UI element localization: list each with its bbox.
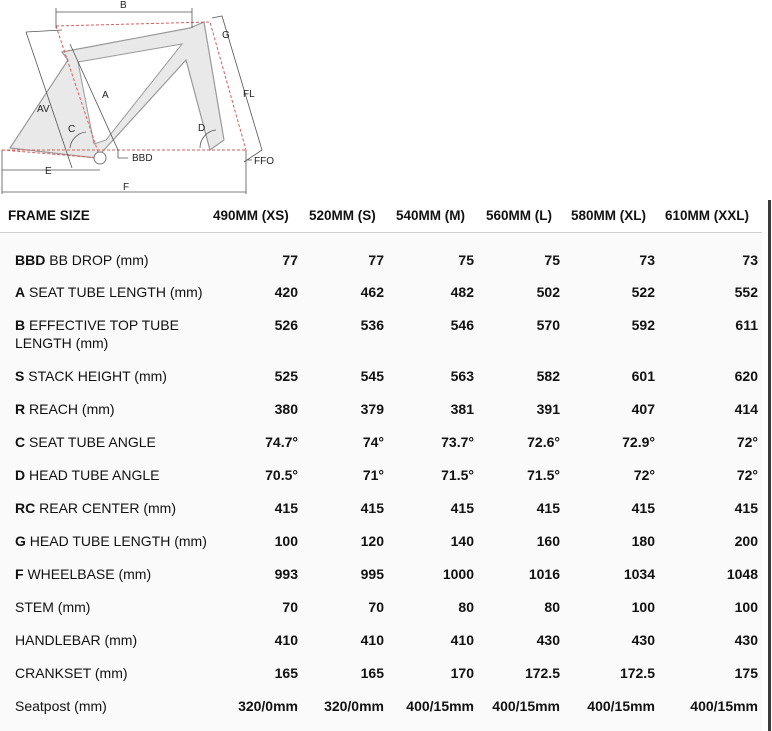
row-value: 400/15mm [587, 698, 655, 714]
row-value: 73 [639, 252, 655, 268]
table-row [0, 631, 762, 651]
row-value: 380 [274, 401, 298, 417]
row-value: 72° [633, 467, 655, 483]
row-code: D [15, 467, 26, 483]
row-value: 200 [734, 533, 758, 549]
row-value: 72° [736, 434, 758, 450]
row-value: 582 [536, 368, 560, 384]
row-value: 611 [735, 317, 758, 333]
row-value: 73.7° [441, 434, 474, 450]
row-value: 80 [458, 599, 474, 615]
row-value: 563 [450, 368, 474, 384]
row-label [15, 631, 210, 649]
row-value: 100 [734, 599, 758, 615]
row-value: 77 [368, 252, 384, 268]
row-value: 415 [734, 500, 758, 516]
table-row [0, 565, 762, 585]
row-label-text: HANDLEBAR (mm) [15, 632, 138, 648]
row-value: 172.5 [619, 665, 655, 681]
row-label [15, 316, 210, 352]
label-g: G [222, 30, 230, 41]
row-value: 415 [631, 500, 655, 516]
row-label [15, 251, 210, 269]
row-label-text: STEM (mm) [15, 599, 91, 615]
row-value: 160 [536, 533, 560, 549]
label-d: D [198, 123, 206, 134]
row-value: 482 [450, 284, 474, 300]
row-value: 70.5° [265, 467, 298, 483]
size-col-xxl: 610MM (XXL) [665, 208, 750, 223]
bike-geometry-diagram [0, 0, 290, 200]
row-value: 72° [736, 467, 758, 483]
row-value: 74° [362, 434, 384, 450]
label-f: F [123, 182, 130, 193]
table-row [0, 697, 762, 717]
table-row [0, 316, 762, 356]
table-row [0, 664, 762, 684]
row-value: 400/15mm [406, 698, 474, 714]
size-col-m: 540MM (M) [396, 208, 466, 223]
label-fl: FL [243, 89, 255, 100]
label-a: A [102, 90, 109, 101]
row-label [15, 598, 210, 616]
row-value: 172.5 [524, 665, 560, 681]
row-value: 410 [360, 632, 384, 648]
row-label [15, 283, 210, 301]
table-row [0, 598, 762, 618]
row-value: 462 [360, 284, 384, 300]
row-value: 100 [631, 599, 655, 615]
row-value: 430 [536, 632, 560, 648]
row-value: 592 [631, 317, 655, 333]
row-value: 73 [742, 252, 758, 268]
row-value: 522 [631, 284, 655, 300]
row-label-text: STACK HEIGHT (mm) [28, 368, 167, 384]
row-value: 415 [450, 500, 474, 516]
row-code: F [15, 566, 24, 582]
table-row [0, 466, 762, 486]
row-value: 546 [450, 317, 474, 333]
row-value: 77 [282, 252, 298, 268]
row-label-text: BB DROP (mm) [49, 252, 149, 268]
row-value: 526 [274, 317, 298, 333]
row-label-text: EFFECTIVE TOP TUBE LENGTH (mm) [15, 317, 179, 351]
frame-size-heading: FRAME SIZE [8, 208, 90, 223]
row-value: 100 [274, 533, 298, 549]
row-value: 601 [631, 368, 655, 384]
row-label-text: REACH (mm) [29, 401, 115, 417]
size-col-s: 520MM (S) [309, 208, 376, 223]
bottom-bracket [94, 152, 106, 164]
row-code: R [15, 401, 26, 417]
row-value: 120 [360, 533, 384, 549]
row-code: RC [15, 500, 36, 516]
table-row [0, 283, 762, 303]
row-value: 70 [282, 599, 298, 615]
table-header [0, 200, 762, 233]
row-value: 71.5° [441, 467, 474, 483]
geometry-table-body [0, 233, 762, 731]
row-code: A [15, 284, 26, 300]
row-value: 545 [360, 368, 384, 384]
row-value: 379 [360, 401, 384, 417]
row-label-text: SEAT TUBE ANGLE [29, 434, 156, 450]
row-code: S [15, 368, 25, 384]
row-value: 407 [631, 401, 655, 417]
row-label-text: HEAD TUBE ANGLE [29, 467, 160, 483]
row-value: 430 [734, 632, 758, 648]
row-value: 72.6° [527, 434, 560, 450]
label-c: C [68, 124, 76, 135]
row-label [15, 400, 210, 418]
row-value: 180 [631, 533, 655, 549]
row-code: B [15, 317, 26, 333]
row-value: 415 [536, 500, 560, 516]
frame-inner [78, 44, 182, 144]
row-value: 415 [274, 500, 298, 516]
row-label-text: SEAT TUBE LENGTH (mm) [29, 284, 203, 300]
row-value: 525 [274, 368, 298, 384]
label-e: E [45, 166, 52, 177]
row-value: 320/0mm [324, 698, 384, 714]
row-code: G [15, 533, 26, 549]
row-value: 410 [274, 632, 298, 648]
row-code: C [15, 434, 26, 450]
row-value: 320/0mm [238, 698, 298, 714]
row-value: 175 [734, 665, 758, 681]
row-value: 71° [362, 467, 384, 483]
row-value: 72.9° [622, 434, 655, 450]
row-value: 70 [368, 599, 384, 615]
row-value: 420 [274, 284, 298, 300]
row-value: 75 [544, 252, 560, 268]
row-value: 993 [274, 566, 298, 582]
label-bbd: BBD [132, 153, 153, 164]
row-value: 536 [360, 317, 384, 333]
row-label [15, 697, 210, 715]
row-label-text: HEAD TUBE LENGTH (mm) [29, 533, 207, 549]
row-value: 391 [536, 401, 560, 417]
table-row [0, 367, 762, 387]
row-label [15, 664, 210, 682]
label-ffo: FFO [254, 156, 274, 167]
table-row [0, 400, 762, 420]
row-label-text: Seatpost (mm) [15, 698, 107, 714]
row-value: 400/15mm [690, 698, 758, 714]
row-value: 430 [631, 632, 655, 648]
row-value: 1016 [528, 566, 560, 582]
row-value: 381 [450, 401, 474, 417]
row-label-text: CRANKSET (mm) [15, 665, 128, 681]
row-value: 165 [274, 665, 298, 681]
row-value: 74.7° [265, 434, 298, 450]
row-value: 552 [734, 284, 758, 300]
row-label [15, 466, 210, 484]
row-label-text: WHEELBASE (mm) [27, 566, 152, 582]
row-value: 140 [450, 533, 474, 549]
size-col-l: 560MM (L) [486, 208, 553, 223]
row-label [15, 565, 210, 583]
label-b: B [120, 0, 127, 11]
row-label [15, 367, 210, 385]
row-value: 995 [360, 566, 384, 582]
table-row [0, 251, 762, 271]
row-value: 1000 [442, 566, 474, 582]
row-value: 80 [544, 599, 560, 615]
row-label [15, 433, 210, 451]
row-value: 75 [458, 252, 474, 268]
row-code: BBD [15, 252, 46, 268]
label-av: AV [37, 104, 50, 115]
row-value: 415 [360, 500, 384, 516]
row-value: 1048 [726, 566, 758, 582]
scrollbar[interactable] [768, 200, 771, 731]
size-col-xs: 490MM (XS) [213, 208, 289, 223]
row-value: 410 [450, 632, 474, 648]
table-row [0, 532, 762, 552]
row-value: 71.5° [527, 467, 560, 483]
row-value: 570 [536, 317, 560, 333]
row-value: 502 [536, 284, 560, 300]
row-value: 414 [734, 401, 758, 417]
row-value: 1034 [623, 566, 655, 582]
row-value: 165 [360, 665, 384, 681]
row-label-text: REAR CENTER (mm) [39, 500, 177, 516]
table-row [0, 499, 762, 519]
row-label [15, 499, 210, 517]
table-row [0, 433, 762, 453]
row-value: 170 [450, 665, 474, 681]
row-value: 620 [734, 368, 758, 384]
row-label [15, 532, 210, 550]
size-col-xl: 580MM (XL) [571, 208, 647, 223]
row-value: 400/15mm [492, 698, 560, 714]
